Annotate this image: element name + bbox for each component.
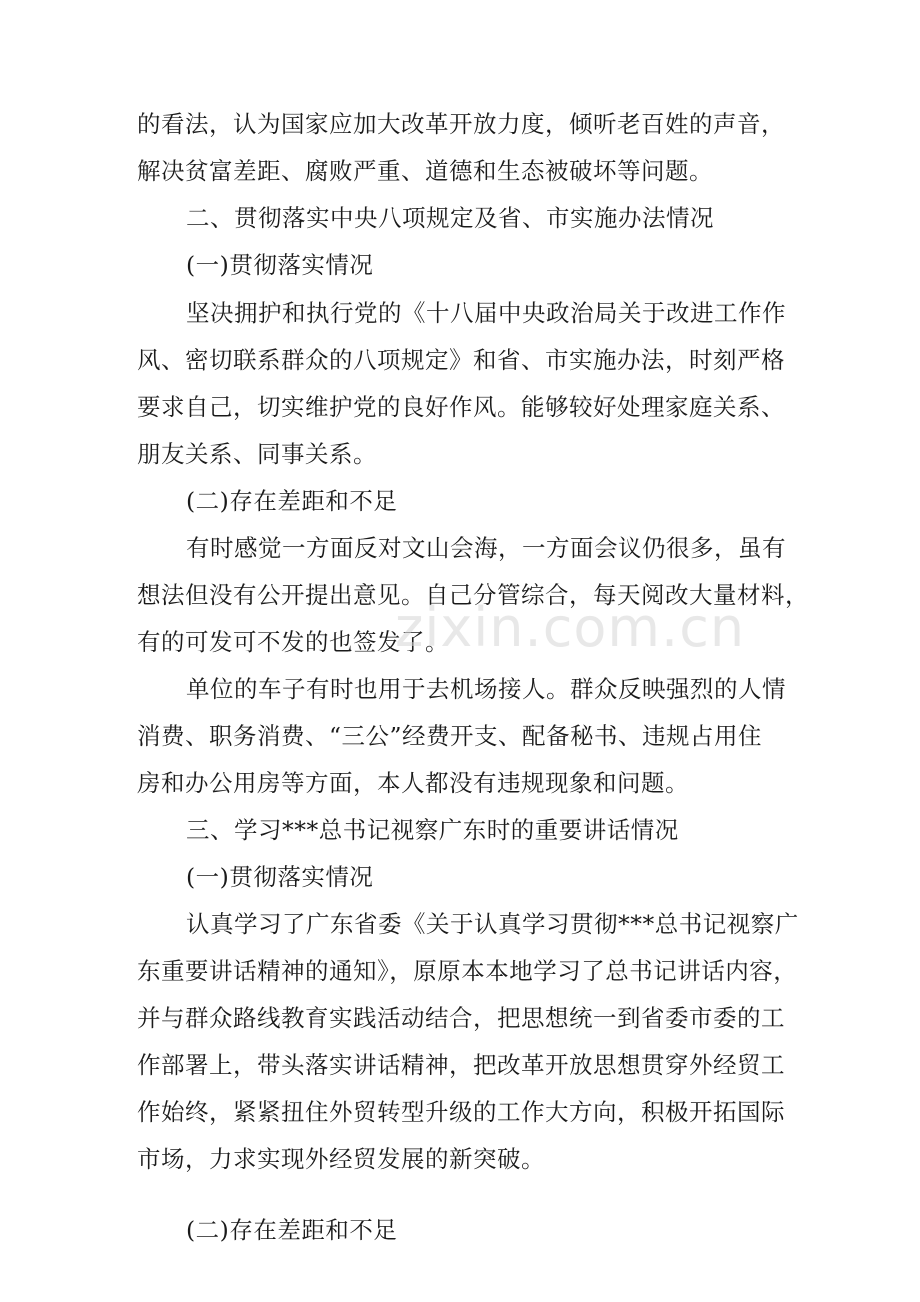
text-line [0, 765, 920, 801]
text-line [0, 153, 920, 189]
section-heading [0, 812, 920, 848]
text-line [0, 342, 920, 378]
text-line [0, 624, 920, 660]
line-text: 房和办公用房等方面，本人都没有违规现象和问题。 [137, 769, 689, 797]
line-text: 解决贫富差距、腐败严重、道德和生态被破坏等问题。 [137, 157, 713, 185]
line-text: 朋友关系、同事关系。 [137, 440, 377, 468]
line-text: 要求自己，切实维护党的良好作风。能够较好处理家庭关系、 [137, 393, 785, 421]
text-line [0, 295, 920, 331]
line-text: 单位的车子有时也用于去机场接人。群众反映强烈的人情 [186, 675, 786, 703]
line-text: (一)贯彻落实情况 [186, 863, 374, 891]
text-line [0, 106, 920, 142]
text-line [0, 389, 920, 425]
text-line [0, 1047, 920, 1083]
line-text: 风、密切联系群众的八项规定》和省、市实施办法，时刻严格 [137, 346, 785, 374]
text-line [0, 1000, 920, 1036]
text-line [0, 530, 920, 566]
line-text: 有时感觉一方面反对文山会海，一方面会议仍很多，虽有 [186, 534, 786, 562]
line-text: 想法但没有公开提出意见。自己分管综合，每天阅改大量材料， [137, 581, 809, 609]
line-text: (一)贯彻落实情况 [186, 251, 374, 279]
watermark: zixin.com.cn [395, 596, 746, 659]
line-text: (二)存在差距和不足 [186, 487, 398, 515]
line-text: 的看法，认为国家应加大改革开放力度，倾听老百姓的声音， [137, 110, 785, 138]
line-text: (二)存在差距和不足 [186, 1216, 398, 1244]
line-text: 作始终，紧紧扭住外贸转型升级的工作大方向，积极开拓国际 [137, 1098, 785, 1126]
line-text: 坚决拥护和执行党的《十八届中央政治局关于改进工作作 [186, 299, 786, 327]
line-text: 二、贯彻落实中央八项规定及省、市实施办法情况 [186, 204, 714, 232]
text-line [0, 577, 920, 613]
line-text: 消费、职务消费、“三公”经费开支、配备秘书、违规占用住 [137, 722, 763, 750]
section-heading [0, 200, 920, 236]
line-text: 并与群众路线教育实践活动结合，把思想统一到省委市委的工 [137, 1004, 785, 1032]
subsection-heading [0, 247, 920, 283]
line-text: 东重要讲话精神的通知》，原原本本地学习了总书记讲话内容， [137, 957, 798, 985]
subsection-heading [0, 483, 920, 519]
line-text: 市场，力求实现外经贸发展的新突破。 [137, 1145, 545, 1173]
subsection-heading [0, 1212, 920, 1248]
line-text: 三、学习***总书记视察广东时的重要讲话情况 [186, 816, 679, 844]
text-line [0, 953, 920, 989]
line-text: 认真学习了广东省委《关于认真学习贯彻***总书记视察广 [186, 910, 799, 938]
line-text: 作部署上，带头落实讲话精神，把改革开放思想贯穿外经贸工 [137, 1051, 785, 1079]
text-line [0, 906, 920, 942]
line-text: 有的可发可不发的也签发了。 [137, 628, 449, 656]
text-line [0, 436, 920, 472]
text-line [0, 718, 920, 754]
text-line [0, 1094, 920, 1130]
subsection-heading [0, 859, 920, 895]
text-line [0, 671, 920, 707]
text-line [0, 1141, 920, 1177]
